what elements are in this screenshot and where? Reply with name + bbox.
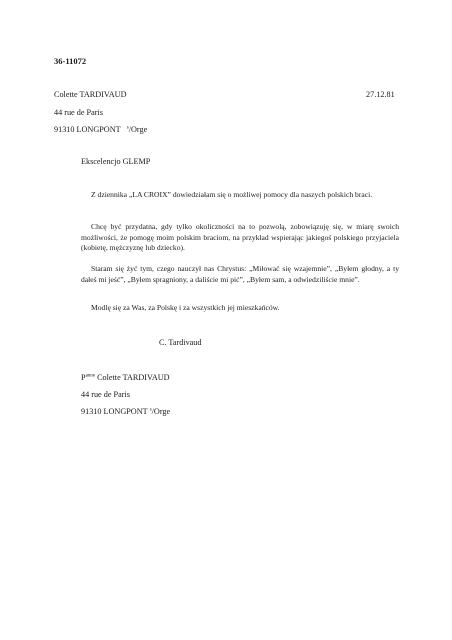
paragraph-4: Modlę się za Was, za Polskę i za wszystkich jej mieszkańców. bbox=[91, 303, 280, 312]
footer-city-suffix-sup: s bbox=[149, 407, 152, 413]
sender-city-suffix-sup: s bbox=[126, 125, 129, 131]
sender-city-suffix: /Orge bbox=[128, 125, 148, 134]
sender-street: 44 rue de Paris bbox=[54, 108, 103, 117]
footer-prefix: P bbox=[81, 373, 86, 382]
footer-name-line bbox=[81, 373, 170, 382]
paragraph-1: Z dziennika „LA CROIX” dowiedziałam się o możliwej pomocy dla naszych polskich braci. bbox=[91, 190, 373, 199]
footer-street: 44 rue de Paris bbox=[81, 390, 130, 399]
letter-date: 27.12.81 bbox=[366, 90, 395, 99]
sender-city-line bbox=[54, 125, 147, 134]
salutation: Ekscelencjo GLEMP bbox=[81, 157, 151, 166]
sender-name: Colette TARDIVAUD bbox=[54, 90, 127, 99]
paragraph-2: Chcę być przydatna, gdy tylko okoliczności na to pozwolą, zobowiązuję się, w miarę swoich możliwości, że pomogę moim polskim braciom, na przykład wspierając jakiegoś polskiego przyjaciela (kobietę, mężczyznę lub dziecko). bbox=[81, 222, 399, 253]
sender-city: 91310 LONGPONT bbox=[54, 125, 121, 134]
footer-city-line bbox=[81, 407, 170, 416]
footer-city: 91310 LONGPONT bbox=[81, 407, 148, 416]
reference-number: 36-11072 bbox=[54, 56, 87, 66]
signature: C. Tardivaud bbox=[159, 338, 202, 347]
footer-prefix-sup: anne bbox=[85, 373, 96, 379]
paragraph-3: Staram się żyć tym, czego nauczył nas Chrystus: „Miłować się wzajemnie”, „Byłem głodny, a ty dałeś mi jeść”, „Byłem spragniony, a daliście mi pić”, „Byłem sam, a odwiedziliście mnie”. bbox=[81, 264, 399, 284]
footer-city-suffix: /Orge bbox=[151, 407, 171, 416]
footer-name: Colette TARDIVAUD bbox=[97, 373, 170, 382]
